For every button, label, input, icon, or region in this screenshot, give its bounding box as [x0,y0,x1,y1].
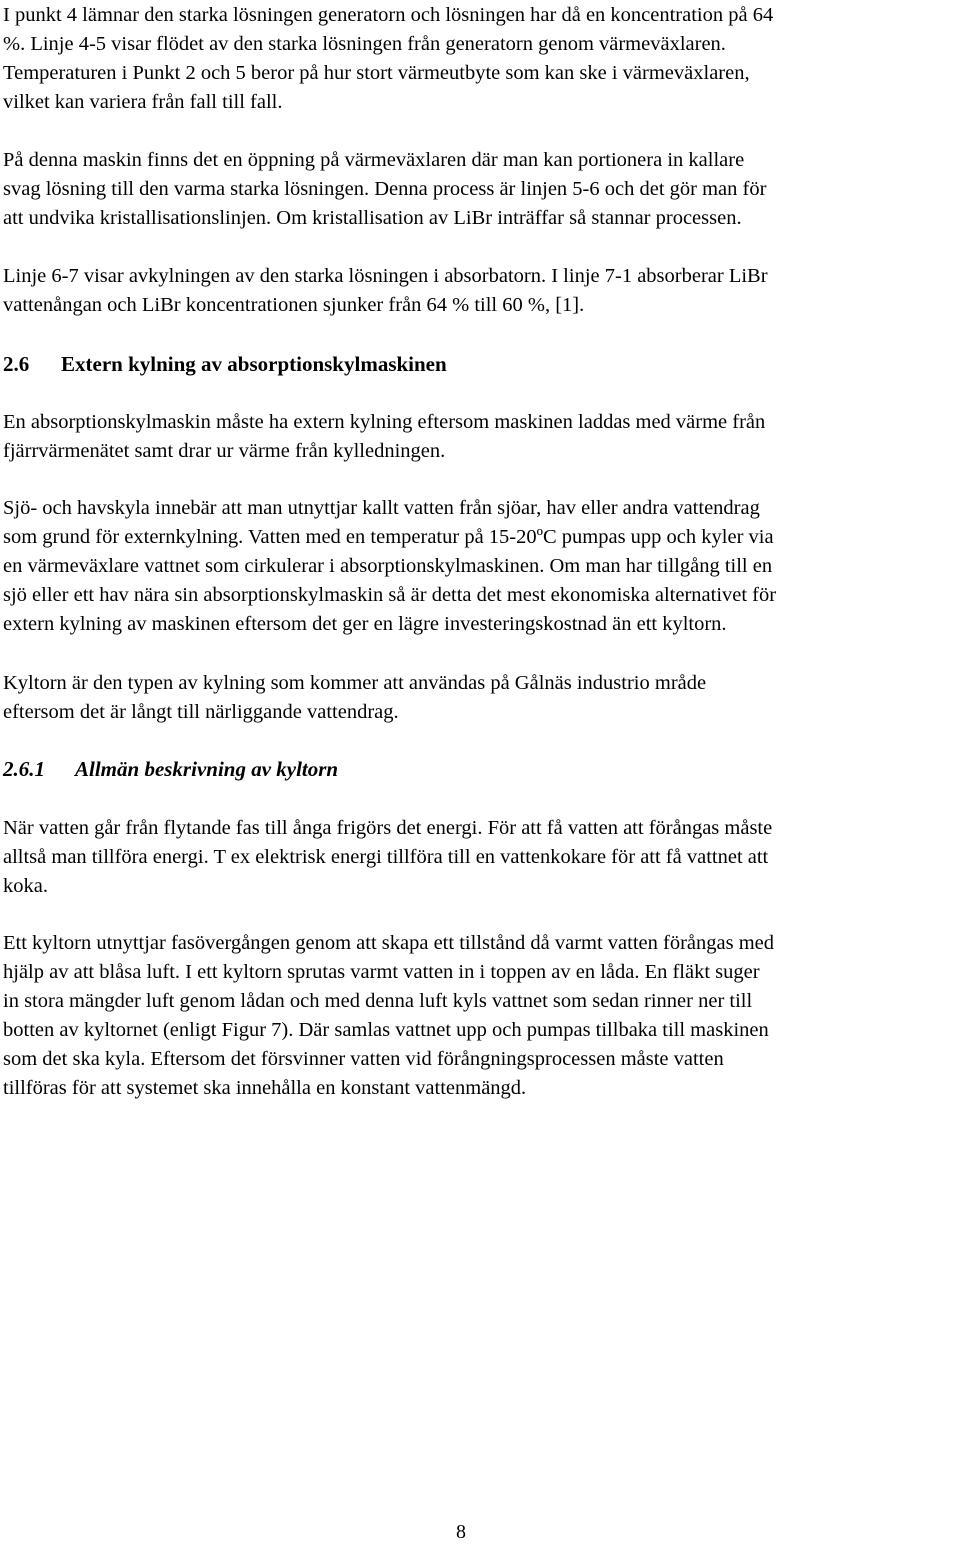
subsection-number: 2.6.1 [3,757,45,781]
text-line: Sjö- och havskyla innebär att man utnyttjar kallt vatten från sjöar, hav eller andra vattendrag [3,497,760,519]
page-number: 8 [456,1521,466,1543]
text-line: sjö eller ett hav nära sin absorptionskylmaskin så är detta det mest ekonomiska alternativet för [3,584,777,606]
text-line: svag lösning till den varma starka lösningen. Denna process är linjen 5-6 och det gör man för [3,178,767,200]
text-line: som grund för externkylning. Vatten med en temperatur på 15-20ºC pumpas upp och kyler via [3,526,774,548]
text-line: %. Linje 4-5 visar flödet av den starka lösningen från generatorn genom värmeväxlaren. [3,33,726,55]
section-title: Extern kylning av absorptionskylmaskinen [61,352,447,376]
text-line: vilket kan variera från fall till fall. [3,91,283,113]
section-number: 2.6 [3,352,30,376]
text-line: Ett kyltorn utnyttjar fasövergången genom att skapa ett tillstånd då varmt vatten förångas med [3,932,775,954]
text-line: koka. [3,875,48,897]
text-line: som det ska kyla. Eftersom det försvinner vatten vid förångningsprocessen måste vatten [3,1048,724,1070]
paragraph-cooling-tower-choice [3,669,958,727]
text-line: Temperaturen i Punkt 2 och 5 beror på hur stort värmeutbyte som kan ske i värmeväxlaren, [3,62,750,84]
text-line: Linje 6-7 visar avkylningen av den starka lösningen i absorbatorn. I linje 7-1 absorberar LiBr [3,265,768,287]
paragraph-absorber-cooling [3,262,958,320]
text-line: fjärrvärmenätet samt drar ur värme från kylledningen. [3,440,446,462]
paragraph-cooling-tower-operation [3,929,958,1103]
text-line: vattenångan och LiBr koncentrationen sjunker från 64 % till 60 %, [1]. [3,294,585,316]
text-line: Kyltorn är den typen av kylning som kommer att användas på Gålnäs industrio mråde [3,672,707,694]
paragraph-evaporation-energy [3,814,958,901]
text-line: En absorptionskylmaskin måste ha extern kylning eftersom maskinen laddas med värme från [3,411,766,433]
text-line: tillföras för att systemet ska innehålla en konstant vattenmängd. [3,1077,527,1099]
paragraph-external-cooling [3,408,958,466]
text-line: en värmeväxlare vattnet som cirkulerar i absorptionskylmaskinen. Om man har tillgång till en [3,555,773,577]
text-line: botten av kyltornet (enligt Figur 7). Där samlas vattnet upp och pumpas tillbaka till maskinen [3,1019,769,1041]
text-line: När vatten går från flytande fas till ånga frigörs det energi. För att få vatten att förångas måste [3,817,773,839]
text-line: in stora mängder luft genom lådan och med denna luft kyls vattnet som sedan rinner ner till [3,990,753,1012]
paragraph-lake-sea-cooling [3,494,958,639]
text-line: extern kylning av maskinen eftersom det ger en lägre investeringskostnad än ett kyltorn. [3,613,727,635]
subsection-title: Allmän beskrivning av kyltorn [75,757,339,781]
subsection-heading [3,755,338,784]
text-line: alltså man tillföra energi. T ex elektrisk energi tillföra till en vattenkokare för att få vattnet att [3,846,769,868]
text-line: I punkt 4 lämnar den starka lösningen generatorn och lösningen har då en koncentration på 64 [3,4,774,26]
section-heading [3,350,447,379]
text-line: hjälp av att blåsa luft. I ett kyltorn sprutas varmt vatten in i toppen av en låda. En fläkt suger [3,961,760,983]
text-line: På denna maskin finns det en öppning på värmeväxlaren där man kan portionera in kallare [3,149,745,171]
paragraph-generator-flow [3,1,958,117]
paragraph-heat-exchanger-opening [3,146,958,233]
text-line: att undvika kristallisationslinjen. Om kristallisation av LiBr inträffar så stannar processen. [3,207,742,229]
text-line: eftersom det är långt till närliggande vattendrag. [3,701,399,723]
